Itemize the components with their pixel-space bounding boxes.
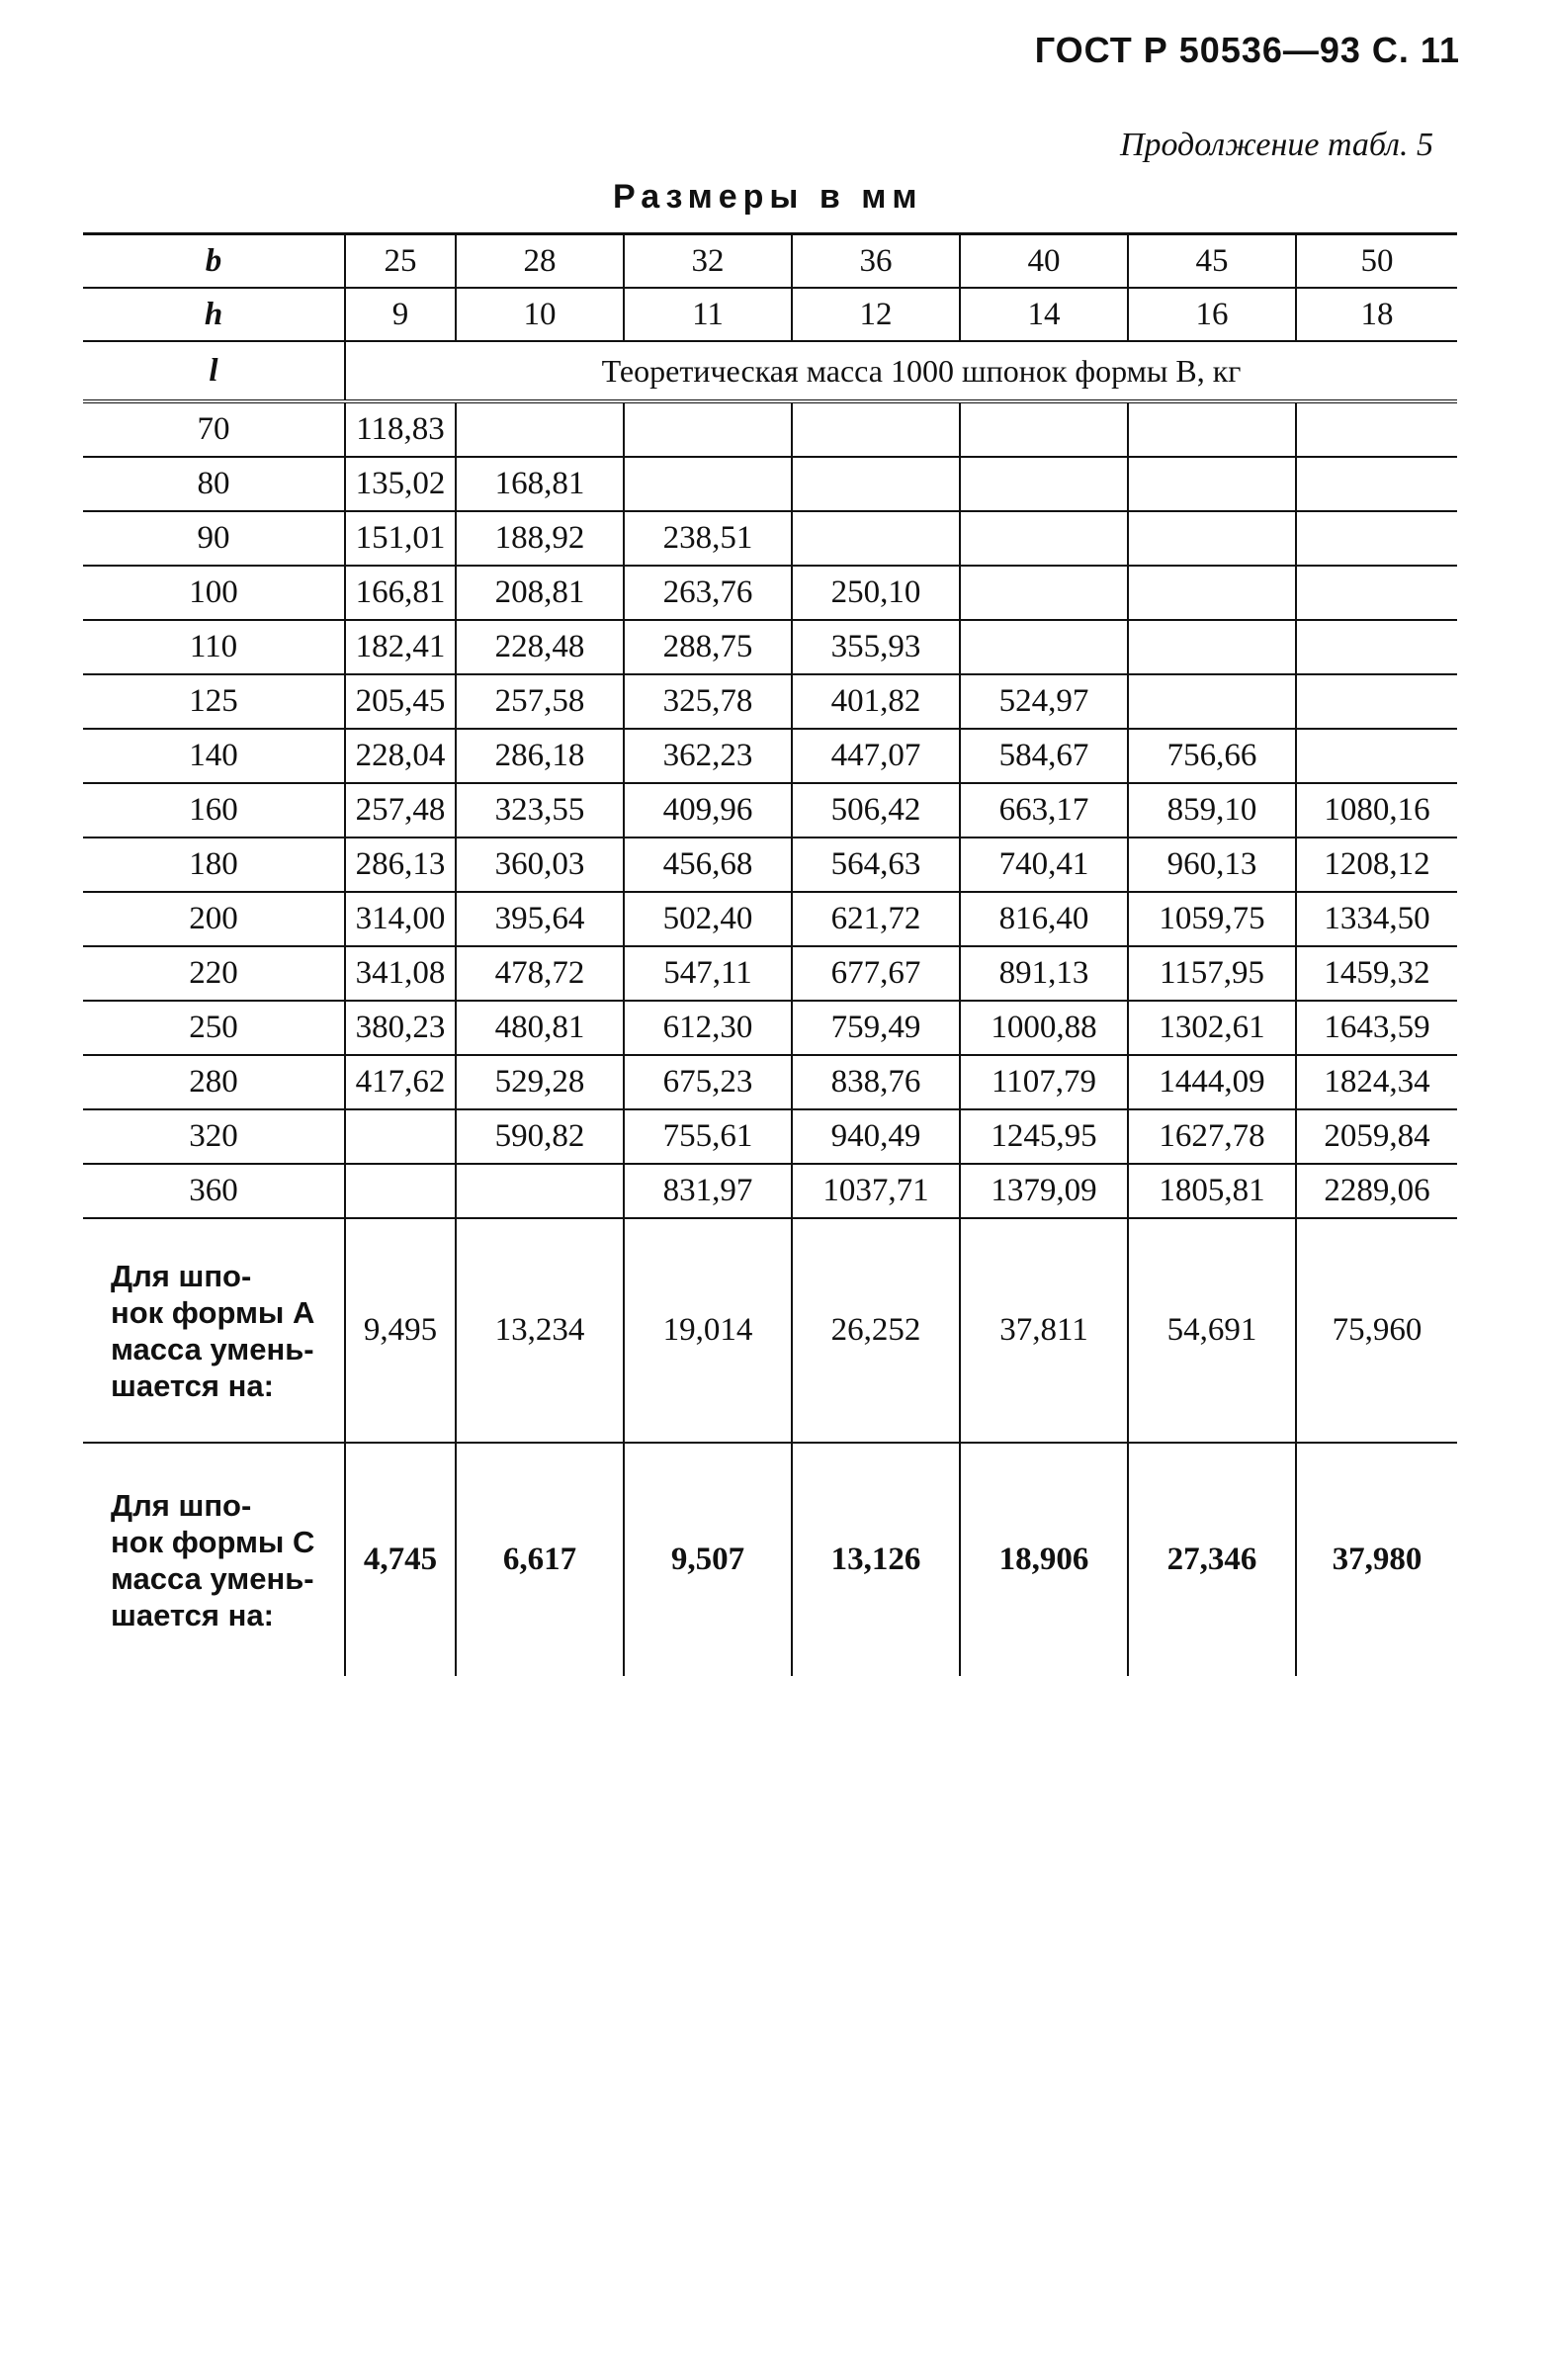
mass-cell: 564,63 xyxy=(792,837,960,892)
reduction-value: 9,495 xyxy=(345,1218,456,1443)
note-c-label xyxy=(83,1443,345,1676)
mass-cell: 1459,32 xyxy=(1296,946,1457,1001)
mass-cell xyxy=(624,401,792,457)
mass-cell: 447,07 xyxy=(792,729,960,783)
mass-cell: 590,82 xyxy=(456,1109,624,1164)
mass-title: Теоретическая масса 1000 шпонок формы B, кг xyxy=(345,341,1457,401)
length-cell: 70 xyxy=(83,401,345,457)
reduction-value: 37,980 xyxy=(1296,1443,1457,1676)
mass-cell: 612,30 xyxy=(624,1001,792,1055)
mass-cell: 1080,16 xyxy=(1296,783,1457,837)
length-cell: 180 xyxy=(83,837,345,892)
mass-cell: 208,81 xyxy=(456,566,624,620)
mass-cell: 417,62 xyxy=(345,1055,456,1109)
mass-cell xyxy=(456,401,624,457)
mass-cell xyxy=(1296,566,1457,620)
mass-cell: 341,08 xyxy=(345,946,456,1001)
mass-cell xyxy=(1296,457,1457,511)
mass-cell xyxy=(1128,511,1296,566)
mass-cell: 135,02 xyxy=(345,457,456,511)
mass-cell xyxy=(456,1164,624,1218)
table-row xyxy=(83,729,1457,783)
b-value: 50 xyxy=(1296,234,1457,289)
table-row xyxy=(83,837,1457,892)
mass-cell: 859,10 xyxy=(1128,783,1296,837)
label-line: Для шпо- xyxy=(111,1258,252,1293)
mass-cell xyxy=(960,511,1128,566)
h-value: 9 xyxy=(345,288,456,341)
reduction-value: 54,691 xyxy=(1128,1218,1296,1443)
mass-cell: 1037,71 xyxy=(792,1164,960,1218)
label-line: масса умень- xyxy=(111,1560,314,1596)
mass-cell: 323,55 xyxy=(456,783,624,837)
mass-cell xyxy=(1296,511,1457,566)
mass-cell: 188,92 xyxy=(456,511,624,566)
key-mass-table xyxy=(83,232,1457,1676)
mass-cell: 286,18 xyxy=(456,729,624,783)
mass-cell: 360,03 xyxy=(456,837,624,892)
b-label: b xyxy=(83,234,345,289)
mass-cell: 401,82 xyxy=(792,674,960,729)
b-row xyxy=(83,234,1457,289)
mass-cell: 314,00 xyxy=(345,892,456,946)
mass-cell: 663,17 xyxy=(960,783,1128,837)
length-cell: 100 xyxy=(83,566,345,620)
mass-cell: 263,76 xyxy=(624,566,792,620)
mass-cell: 380,23 xyxy=(345,1001,456,1055)
length-cell: 220 xyxy=(83,946,345,1001)
mass-cell: 960,13 xyxy=(1128,837,1296,892)
reduction-value: 6,617 xyxy=(456,1443,624,1676)
mass-cell: 2059,84 xyxy=(1296,1109,1457,1164)
mass-cell: 1157,95 xyxy=(1128,946,1296,1001)
h-value: 11 xyxy=(624,288,792,341)
mass-cell: 547,11 xyxy=(624,946,792,1001)
reduction-value: 13,126 xyxy=(792,1443,960,1676)
mass-cell xyxy=(792,401,960,457)
l-label: l xyxy=(83,341,345,401)
mass-cell: 816,40 xyxy=(960,892,1128,946)
mass-cell: 166,81 xyxy=(345,566,456,620)
mass-cell: 250,10 xyxy=(792,566,960,620)
mass-cell xyxy=(1128,566,1296,620)
length-cell: 200 xyxy=(83,892,345,946)
table-row xyxy=(83,946,1457,1001)
mass-cell: 257,48 xyxy=(345,783,456,837)
length-cell: 250 xyxy=(83,1001,345,1055)
h-value: 12 xyxy=(792,288,960,341)
page-header: ГОСТ Р 50536—93 С. 11 xyxy=(1034,30,1460,70)
mass-cell xyxy=(1296,401,1457,457)
table-row xyxy=(83,1109,1457,1164)
mass-cell: 940,49 xyxy=(792,1109,960,1164)
mass-cell: 529,28 xyxy=(456,1055,624,1109)
table-row xyxy=(83,566,1457,620)
mass-cell: 286,13 xyxy=(345,837,456,892)
mass-cell: 151,01 xyxy=(345,511,456,566)
l-title-row xyxy=(83,341,1457,401)
length-cell: 110 xyxy=(83,620,345,674)
mass-cell xyxy=(792,511,960,566)
reduction-value: 4,745 xyxy=(345,1443,456,1676)
mass-cell: 584,67 xyxy=(960,729,1128,783)
mass-cell: 409,96 xyxy=(624,783,792,837)
mass-cell: 502,40 xyxy=(624,892,792,946)
length-cell: 80 xyxy=(83,457,345,511)
mass-cell xyxy=(345,1164,456,1218)
mass-cell: 288,75 xyxy=(624,620,792,674)
length-cell: 125 xyxy=(83,674,345,729)
label-line: шается на: xyxy=(111,1367,274,1403)
table-row xyxy=(83,892,1457,946)
mass-cell xyxy=(1128,620,1296,674)
mass-cell xyxy=(960,620,1128,674)
mass-cell: 456,68 xyxy=(624,837,792,892)
h-value: 18 xyxy=(1296,288,1457,341)
table-continuation-note: Продолжение табл. 5 xyxy=(1119,127,1433,163)
mass-cell: 205,45 xyxy=(345,674,456,729)
h-value: 14 xyxy=(960,288,1128,341)
h-label: h xyxy=(83,288,345,341)
mass-cell: 831,97 xyxy=(624,1164,792,1218)
table-row xyxy=(83,401,1457,457)
mass-cell: 480,81 xyxy=(456,1001,624,1055)
mass-cell: 1245,95 xyxy=(960,1109,1128,1164)
mass-cell: 675,23 xyxy=(624,1055,792,1109)
label-line: нок формы C xyxy=(111,1524,315,1559)
mass-cell: 1059,75 xyxy=(1128,892,1296,946)
units-caption: Размеры в мм xyxy=(613,178,923,216)
mass-cell xyxy=(1128,401,1296,457)
b-value: 40 xyxy=(960,234,1128,289)
length-cell: 320 xyxy=(83,1109,345,1164)
mass-cell: 1334,50 xyxy=(1296,892,1457,946)
reduction-value: 19,014 xyxy=(624,1218,792,1443)
mass-cell xyxy=(1296,620,1457,674)
reduction-value: 26,252 xyxy=(792,1218,960,1443)
mass-cell: 1208,12 xyxy=(1296,837,1457,892)
mass-cell: 621,72 xyxy=(792,892,960,946)
reduction-value: 75,960 xyxy=(1296,1218,1457,1443)
reduction-value: 13,234 xyxy=(456,1218,624,1443)
mass-cell: 524,97 xyxy=(960,674,1128,729)
reduction-value: 9,507 xyxy=(624,1443,792,1676)
mass-cell xyxy=(1296,674,1457,729)
table-row xyxy=(83,1055,1457,1109)
mass-cell: 891,13 xyxy=(960,946,1128,1001)
mass-cell: 677,67 xyxy=(792,946,960,1001)
reduction-value: 37,811 xyxy=(960,1218,1128,1443)
mass-cell: 355,93 xyxy=(792,620,960,674)
mass-cell xyxy=(624,457,792,511)
mass-cell: 1824,34 xyxy=(1296,1055,1457,1109)
mass-cell: 1643,59 xyxy=(1296,1001,1457,1055)
mass-cell xyxy=(792,457,960,511)
mass-cell xyxy=(960,566,1128,620)
table-row xyxy=(83,783,1457,837)
mass-cell: 755,61 xyxy=(624,1109,792,1164)
mass-cell xyxy=(960,457,1128,511)
mass-cell: 1000,88 xyxy=(960,1001,1128,1055)
note-c-row xyxy=(83,1443,1457,1676)
mass-cell: 759,49 xyxy=(792,1001,960,1055)
mass-cell: 838,76 xyxy=(792,1055,960,1109)
label-line: масса умень- xyxy=(111,1331,314,1366)
b-value: 25 xyxy=(345,234,456,289)
mass-cell xyxy=(960,401,1128,457)
mass-cell: 1302,61 xyxy=(1128,1001,1296,1055)
h-row xyxy=(83,288,1457,341)
table-row xyxy=(83,620,1457,674)
b-value: 45 xyxy=(1128,234,1296,289)
mass-cell: 257,58 xyxy=(456,674,624,729)
mass-cell: 1805,81 xyxy=(1128,1164,1296,1218)
mass-cell: 740,41 xyxy=(960,837,1128,892)
mass-cell: 395,64 xyxy=(456,892,624,946)
mass-cell: 228,04 xyxy=(345,729,456,783)
mass-cell: 1379,09 xyxy=(960,1164,1128,1218)
table-row xyxy=(83,457,1457,511)
label-line: шается на: xyxy=(111,1597,274,1632)
mass-cell: 238,51 xyxy=(624,511,792,566)
mass-cell: 756,66 xyxy=(1128,729,1296,783)
length-cell: 90 xyxy=(83,511,345,566)
mass-cell xyxy=(1296,729,1457,783)
mass-cell xyxy=(1128,457,1296,511)
length-cell: 160 xyxy=(83,783,345,837)
reduction-value: 27,346 xyxy=(1128,1443,1296,1676)
note-a-label xyxy=(83,1218,345,1443)
mass-cell: 2289,06 xyxy=(1296,1164,1457,1218)
note-a-row xyxy=(83,1218,1457,1443)
mass-cell: 506,42 xyxy=(792,783,960,837)
mass-cell: 362,23 xyxy=(624,729,792,783)
label-line: нок формы A xyxy=(111,1294,315,1330)
b-value: 28 xyxy=(456,234,624,289)
mass-cell xyxy=(1128,674,1296,729)
mass-cell: 1107,79 xyxy=(960,1055,1128,1109)
h-value: 10 xyxy=(456,288,624,341)
length-cell: 360 xyxy=(83,1164,345,1218)
mass-cell: 478,72 xyxy=(456,946,624,1001)
mass-cell: 1444,09 xyxy=(1128,1055,1296,1109)
reduction-value: 18,906 xyxy=(960,1443,1128,1676)
table-row xyxy=(83,1164,1457,1218)
mass-cell: 182,41 xyxy=(345,620,456,674)
label-line: Для шпо- xyxy=(111,1487,252,1523)
mass-cell: 228,48 xyxy=(456,620,624,674)
mass-cell: 325,78 xyxy=(624,674,792,729)
h-value: 16 xyxy=(1128,288,1296,341)
mass-cell xyxy=(345,1109,456,1164)
length-cell: 280 xyxy=(83,1055,345,1109)
length-cell: 140 xyxy=(83,729,345,783)
b-value: 32 xyxy=(624,234,792,289)
table-row xyxy=(83,1001,1457,1055)
mass-cell: 1627,78 xyxy=(1128,1109,1296,1164)
table-row xyxy=(83,674,1457,729)
b-value: 36 xyxy=(792,234,960,289)
mass-cell: 168,81 xyxy=(456,457,624,511)
table-row xyxy=(83,511,1457,566)
mass-cell: 118,83 xyxy=(345,401,456,457)
